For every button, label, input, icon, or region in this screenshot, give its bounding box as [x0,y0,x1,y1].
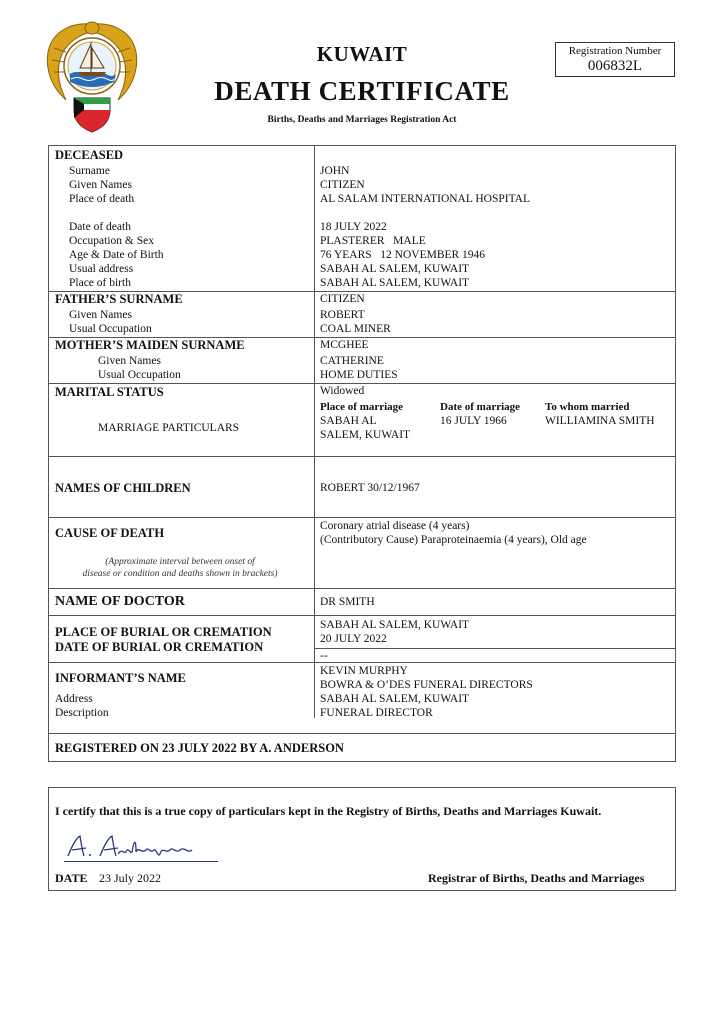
field-label: Usual Occupation [69,323,152,335]
document-title: DEATH CERTIFICATE [214,76,510,106]
burial-extra: -- [320,650,328,662]
cause-note: disease or condition and deaths shown in brackets) [82,569,278,579]
children-value: ROBERT 30/12/1967 [320,482,420,494]
marriage-particulars-label: MARRIAGE PARTICULARS [98,422,240,434]
burial-place-heading: PLACE OF BURIAL OR CREMATION [55,625,272,639]
field-label: Address [55,693,93,705]
field-label: Given Names [69,309,132,321]
marital-status: Widowed [320,385,365,397]
field-label: Occupation & Sex [69,235,154,247]
registrar-signature-icon [62,832,222,862]
column-divider [314,145,315,718]
cause-primary: Coronary atrial disease (4 years) [320,520,470,532]
row-divider [48,456,676,457]
document-country: KUWAIT [316,42,408,66]
doctor-value: DR SMITH [320,596,375,608]
marital-heading: MARITAL STATUS [55,385,164,399]
field-label: Given Names [98,355,161,367]
registered-line: REGISTERED ON 23 JULY 2022 BY A. ANDERSON [55,741,344,755]
field-label: Date of death [69,221,131,233]
document-act: Births, Deaths and Marriages Registration Act [267,115,457,125]
field-label: Usual Occupation [98,369,181,381]
informant-address: SABAH AL SALEM, KUWAIT [320,693,470,705]
field-value: PLASTERER MALE [320,235,426,247]
row-divider [48,733,676,734]
mother-given-names: CATHERINE [320,355,384,367]
marriage-date: 16 JULY 1966 [440,415,507,427]
row-divider [48,517,676,518]
father-heading: FATHER’S SURNAME [55,292,183,306]
field-value: SABAH AL SALEM, KUWAIT [320,277,470,289]
row-divider [48,662,676,663]
informant-heading: INFORMANT’S NAME [55,671,186,685]
burial-date: 20 JULY 2022 [320,633,387,645]
marriage-spouse-header: To whom married [545,401,630,413]
marriage-place-header: Place of marriage [320,401,404,413]
registration-label: Registration Number [568,45,662,57]
father-given-names: ROBERT [320,309,365,321]
field-value: CITIZEN [320,179,365,191]
row-divider [314,648,676,649]
row-divider [48,615,676,616]
field-value: 18 JULY 2022 [320,221,387,233]
row-divider [48,588,676,589]
field-label: Surname [69,165,110,177]
field-label: Place of birth [69,277,131,289]
cause-contributory: (Contributory Cause) Paraproteinaemia (4 years), Old age [320,534,587,546]
field-value: AL SALAM INTERNATIONAL HOSPITAL [320,193,531,205]
registration-number: 006832L [587,58,643,74]
certification-date: 23 July 2022 [99,871,162,885]
informant-name: KEVIN MURPHY [320,665,408,677]
marriage-place: SABAH AL [320,415,377,427]
burial-date-heading: DATE OF BURIAL OR CREMATION [55,640,264,654]
informant-description: FUNERAL DIRECTOR [320,707,433,719]
field-value: JOHN [320,165,350,177]
informant-organisation: BOWRA & O’DES FUNERAL DIRECTORS [320,679,533,691]
field-label: Given Names [69,179,132,191]
cause-heading: CAUSE OF DEATH [55,526,165,540]
field-label: Usual address [69,263,134,275]
field-value: 76 YEARS 12 NOVEMBER 1946 [320,249,486,261]
doctor-heading: NAME OF DOCTOR [55,594,185,609]
marriage-place: SALEM, KUWAIT [320,429,411,441]
marriage-spouse: WILLIAMINA SMITH [545,415,655,427]
burial-place: SABAH AL SALEM, KUWAIT [320,619,470,631]
father-surname: CITIZEN [320,293,365,305]
field-label: Age & Date of Birth [69,249,164,261]
field-label: Description [55,707,109,719]
certification-statement: I certify that this is a true copy of particulars kept in the Registry of Births, Deaths and Marriages Kuwait. [55,804,602,818]
registrar-title: Registrar of Births, Deaths and Marriages [428,871,645,885]
registration-box [555,42,675,77]
signature-line [64,861,218,862]
date-label: DATE [55,871,88,885]
mother-surname: MCGHEE [320,339,369,351]
cause-note: (Approximate interval between onset of [105,557,255,567]
field-label: Place of death [69,193,135,205]
children-heading: NAMES OF CHILDREN [55,481,191,495]
father-occupation: COAL MINER [320,323,391,335]
deceased-heading: DECEASED [55,148,124,162]
mother-heading: MOTHER’S MAIDEN SURNAME [55,338,245,352]
marriage-date-header: Date of marriage [440,401,521,413]
field-value: SABAH AL SALEM, KUWAIT [320,263,470,275]
mother-occupation: HOME DUTIES [320,369,398,381]
